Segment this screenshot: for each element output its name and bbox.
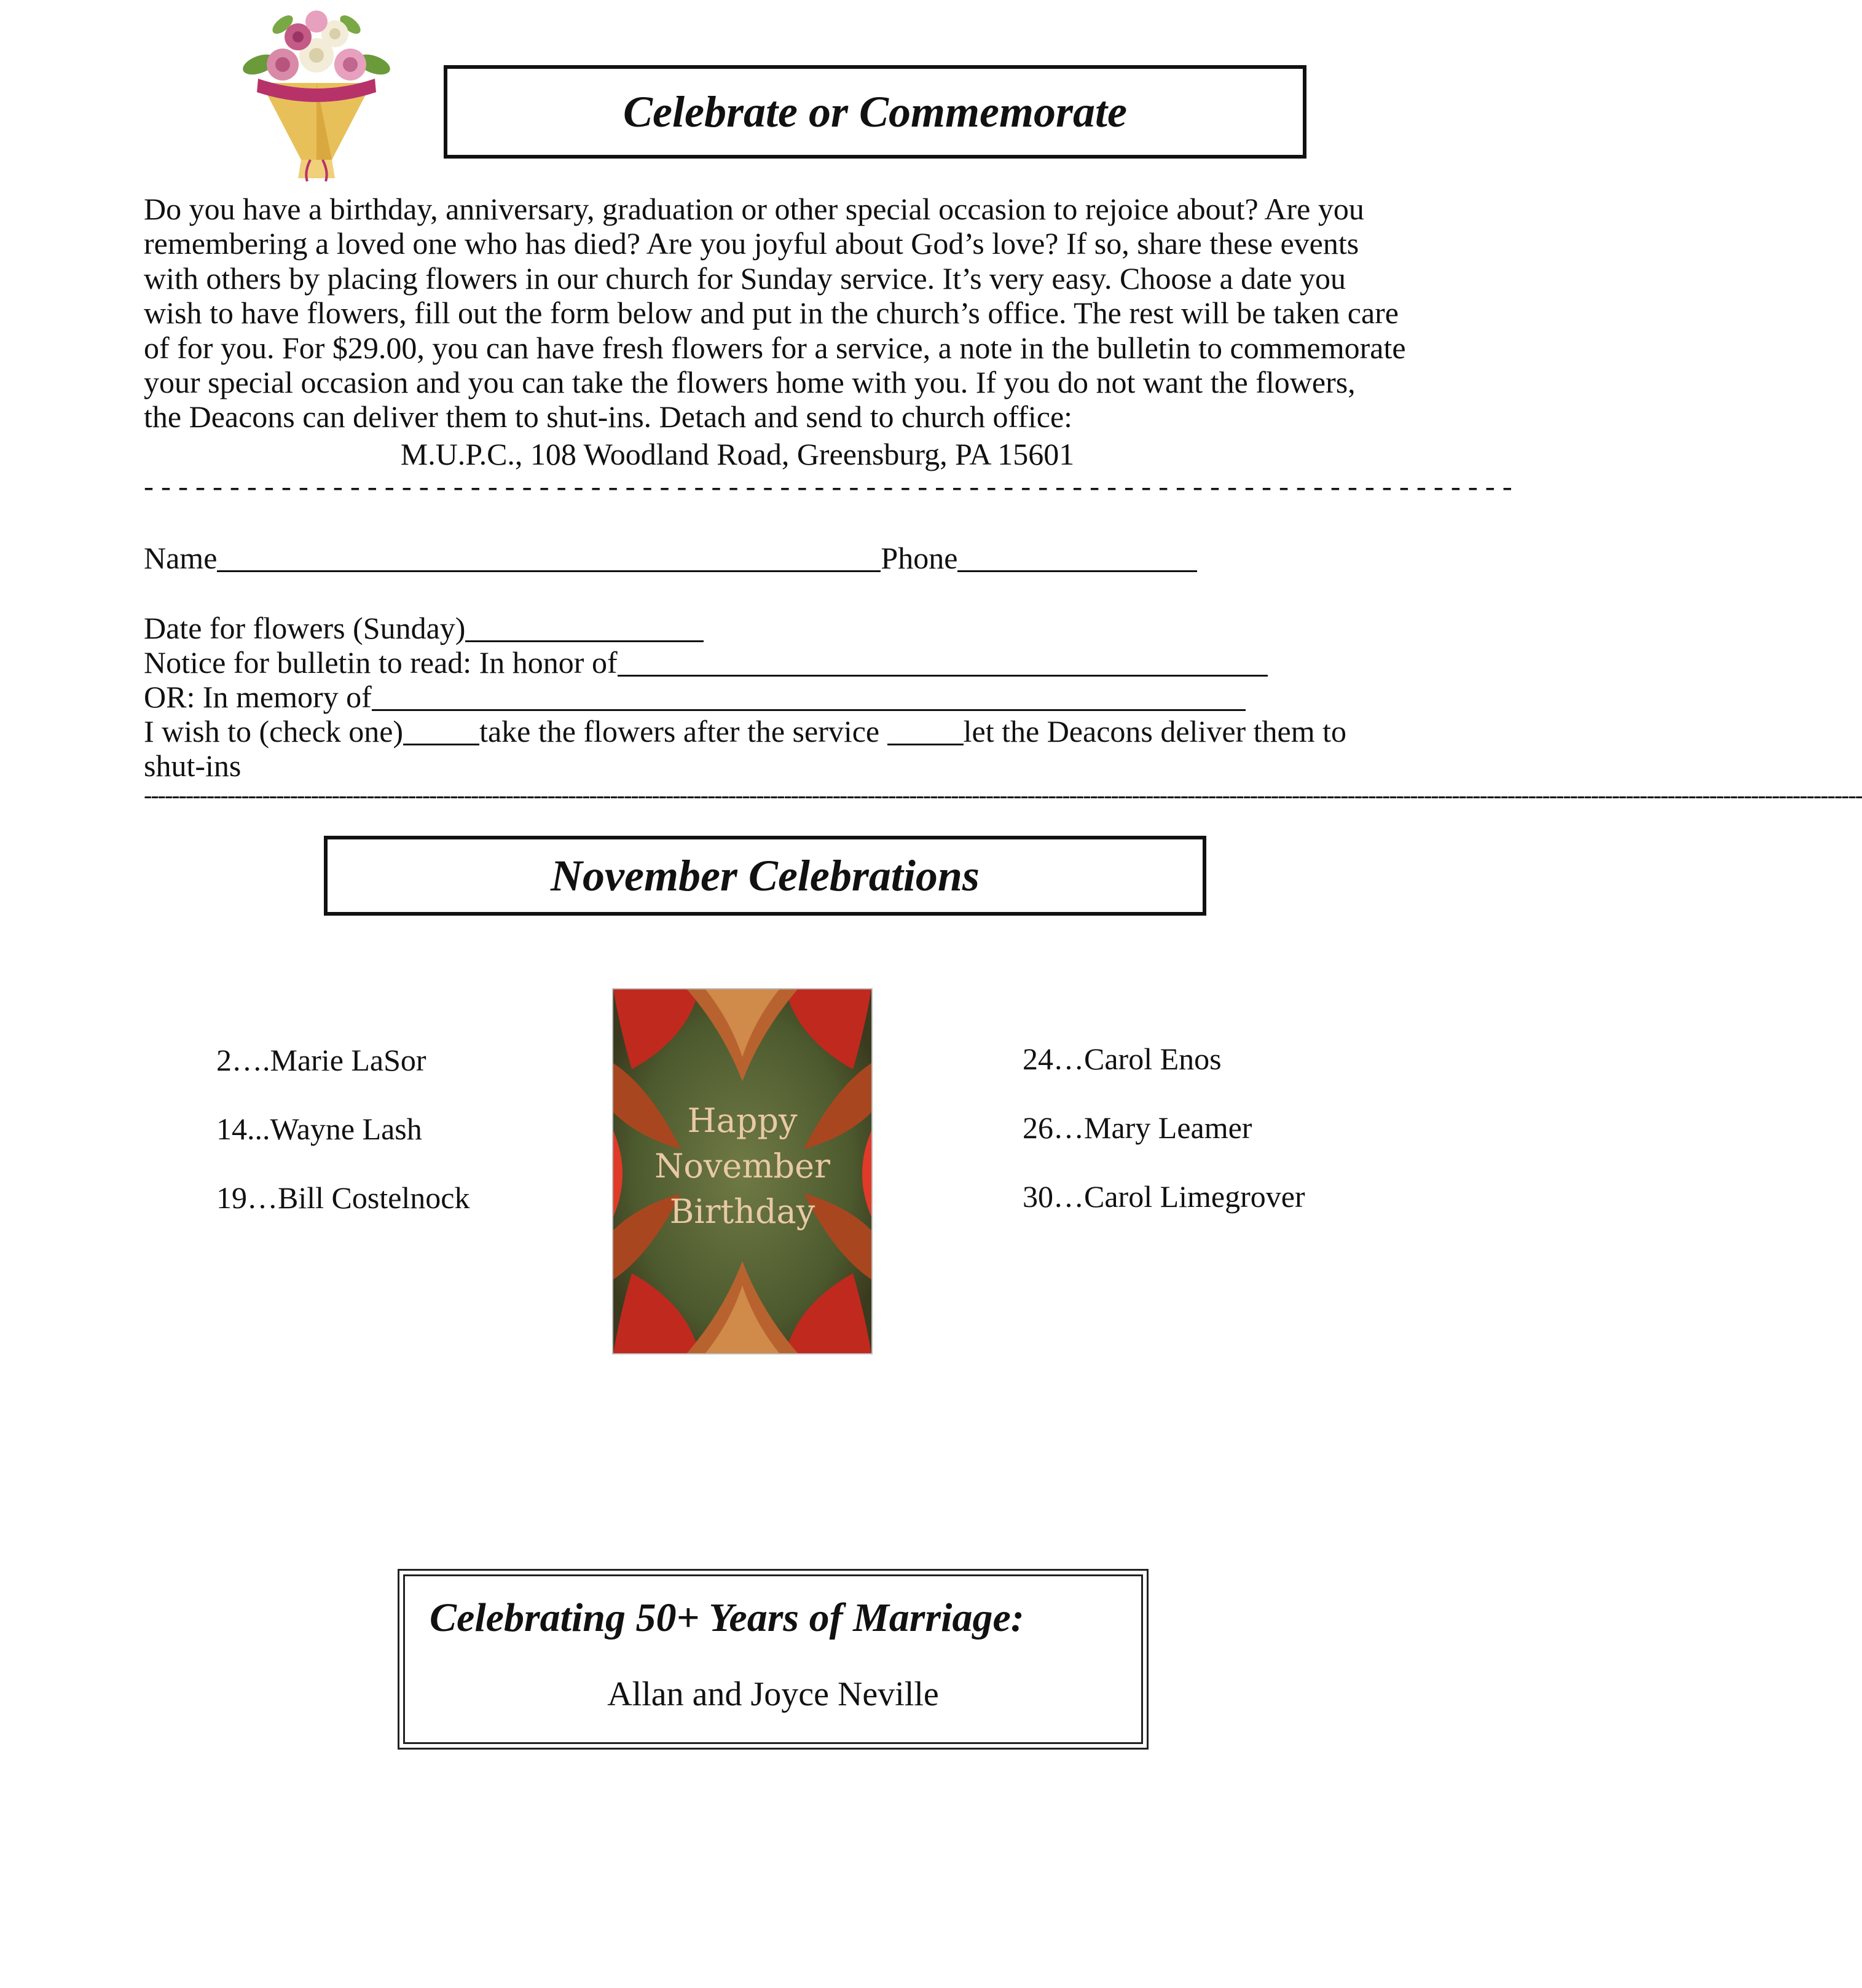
- celebrations-title: November Celebrations: [551, 851, 980, 900]
- form-row-wish: [144, 714, 1346, 748]
- celebrations-title-box: [324, 836, 1206, 916]
- notice-label: Notice for bulletin to read: In honor of: [144, 645, 618, 680]
- intro-line: of for you. For $29.00, you can have fresh flowers for a service, a note in the bulletin to commemorate: [144, 330, 1406, 365]
- intro-line: the Deacons can deliver them to shut-ins. Detach and send to church office:: [144, 399, 1073, 434]
- date-field[interactable]: [465, 613, 704, 642]
- birthday-left-2: 14...Wayne Lash: [216, 1112, 422, 1146]
- take-checkbox[interactable]: [403, 717, 479, 745]
- autumn-leaves-icon: [613, 989, 871, 1353]
- cut-line-top: - - - - - - - - - - - - - - - - - - - - - - - - - - - - - - - - - - - - - - - - - - - - - - - - - - - - - - - - - - - - - - - - - - - - - - - - - - - - - - - -: [144, 470, 1512, 503]
- marriage-title: Celebrating 50+ Years of Marriage:: [430, 1595, 1024, 1640]
- card-line-3: Birthday: [669, 1192, 815, 1231]
- intro-line: remembering a loved one who has died? Are you joyful about God’s love? If so, share these events: [144, 226, 1359, 261]
- birthday-left-3: 19…Bill Costelnock: [216, 1181, 470, 1215]
- date-label: Date for flowers (Sunday): [144, 611, 466, 645]
- card-line-2: November: [654, 1147, 830, 1185]
- birthday-right-1: 24…Carol Enos: [1023, 1042, 1222, 1076]
- page-title: Celebrate or Commemorate: [623, 87, 1127, 136]
- address-text: M.U.P.C., 108 Woodland Road, Greensburg, PA 15601: [400, 437, 1075, 471]
- deliver-option-label-cont: shut-ins: [144, 748, 242, 783]
- celebrate-title-box: [444, 65, 1306, 159]
- marriage-names: Allan and Joyce Neville: [607, 1675, 939, 1713]
- phone-field[interactable]: [957, 543, 1197, 572]
- name-field[interactable]: [217, 543, 881, 572]
- intro-line: your special occasion and you can take the flowers home with you. If you do not want the flowers,: [144, 364, 1356, 399]
- wish-label: I wish to (check one): [144, 714, 404, 748]
- form-row-date: [144, 611, 704, 645]
- form-row-wish-cont: [144, 748, 241, 783]
- cut-line-bottom: -------------------------------------------------------------------------------------------------------------------------------------------------------------------------------------------------------------------------------------------------------: [144, 781, 1862, 809]
- intro-line: Do you have a birthday, anniversary, graduation or other special occasion to rejoice about? Are you: [144, 192, 1364, 226]
- form-row-memory: [144, 680, 1246, 714]
- memory-field[interactable]: [372, 682, 1246, 711]
- phone-label: Phone: [881, 541, 958, 575]
- deliver-option-label: let the Deacons deliver them to: [963, 714, 1347, 748]
- deliver-checkbox[interactable]: [887, 717, 964, 745]
- birthday-right-2: 26…Mary Leamer: [1023, 1110, 1252, 1145]
- intro-line: wish to have flowers, fill out the form below and put in the church’s office. The rest will be taken care: [144, 296, 1399, 331]
- honor-field[interactable]: [618, 648, 1268, 677]
- birthday-left-1: 2….Marie LaSor: [216, 1043, 426, 1077]
- take-option-label: take the flowers after the service: [479, 714, 880, 748]
- name-label: Name: [144, 541, 218, 575]
- marriage-box-inner: [403, 1574, 1143, 1744]
- marriage-box: [398, 1569, 1149, 1750]
- card-line-1: Happy: [687, 1101, 798, 1140]
- form-row-notice: [144, 645, 1268, 680]
- intro-paragraph: [144, 192, 1406, 434]
- birthday-right-3: 30…Carol Limegrover: [1023, 1179, 1305, 1214]
- form-row-name: [144, 541, 1197, 575]
- birthday-card-image: [612, 988, 873, 1354]
- flower-bouquet-icon: [246, 6, 387, 184]
- intro-line: with others by placing flowers in our church for Sunday service. It’s very easy. Choose a date you: [144, 261, 1346, 296]
- church-address: [0, 436, 1536, 472]
- memory-label: OR: In memory of: [144, 680, 372, 714]
